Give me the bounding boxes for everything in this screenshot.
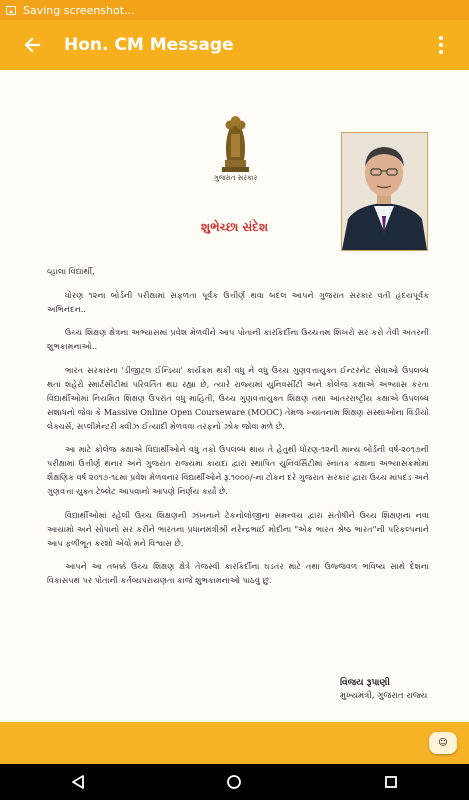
message-paragraph: ભારત સરકારના 'ડીજીટલ ઈન્ડિયા' કાર્યક્રમ થકી વધુ ને વધુ ઉચ્ચ ગુણવત્તાયુક્ત ઈન્ટરનેટ સેવાઓ ઉપલબ્ધ થતાં શહેરો સ્માર્ટસીટીમાં પરિવર્તિત થઇ રહ્યા છે, ત્યારે રાજ્યમાં યુનિવર્સીટી અને કોલેજ કક્ષાએ અભ્યાસ કરતા વિદ્યાર્થીઓમાં નિયમિત શિક્ષણ ઉપરાંત વધુ માહિતી, ઉચ્ચ ગુણવત્તાયુક્ત શિક્ષણ તથા આંતરરાષ્ટ્રીય કક્ષાએ ઉપલબ્ધ સંશાધનો જેવા કે Massive Online Open Courseware (MOOC) તેમજ ખ્યાતનામ શિક્ષણ સંસ્થાઓના વિડીયો લેક્ચર્સ, સપ્લીમેન્ટરી ક્વીઝ ઈત્યાદી મેળવવા તરફનો ઝોક જોવા મળે છે. xyxy=(47,364,429,431)
chat-bubble-icon[interactable]: ☺ xyxy=(429,732,457,754)
signature-title: મુખ્યમંત્રી, ગુજરાત રાજ્ય xyxy=(340,691,428,701)
message-paragraph: ઉચ્ચ શિક્ષણ ક્ષેત્રના અભ્યાસમાં પ્રવેશ મેળવીને આપ પોતાની કારકિર્દીના ઉચ્ચત્તમ શિખરો સર કરો તેવી અંતરની શુભકામનાઓ.. xyxy=(47,327,429,352)
status-notification-text: Saving screenshot... xyxy=(23,3,135,17)
message-heading: શુભેચ્છા સંદેશ xyxy=(200,220,269,234)
signature-name: વિજય રૂપાણી xyxy=(340,678,390,688)
message-paragraph: વિદ્યાર્થીઓમાં રહેલી ઉચ્ચ શિક્ષણની ઝંખનાને ટેકનોલોજીના સમન્વય દ્વારા સંતોષીને ઉચ્ચ શિક્ષણના નવા આયામો અને સોપાનો સર કરીને ભારતના પ્રધાનમંત્રીશ્રી નરેન્દ્રભાઈ મોદીના "એક ભારત શ્રેષ્ઠ ભારત"ની પરિકલ્પનાને આપ ફળીભૂત કરશો એવો મને વિશ્વાસ છે. xyxy=(47,509,429,548)
message-paragraph: આ માટે કોલેજ કક્ષાએ વિદ્યાર્થીઓને વધુ તકો ઉપલબ્ધ થાય તે હેતુથી ધોરણ-૧૨ની માન્ય બોર્ડની વર્ષ-૨૦૧૭ની પરીક્ષામાં ઉત્તીર્ણ થનાર અને ગુજરાત રાજ્યમાં કાયદા દ્વારા સ્થાપિત યુનિવર્સિટીમાં સ્નાતક કક્ષાના અભ્યાસક્રમોમાં શૈક્ષણિક વર્ષ ૨૦૧૭-૧૮માં પ્રવેશ મેળવનાર વિદ્યાર્થીઓને રૂ.૧૦૦૦/-ના ટોકન દરે ગુજરાત સરકાર દ્વારા ઉચ્ચ માપદંડ અને ગુણવત્તા યુક્ત ટેબ્લેટ આપવાનો આપણે નિર્ણય કર્યો છે. xyxy=(47,444,429,497)
screenshot-icon xyxy=(6,6,16,15)
message-paragraph: આપને આ તબક્કે ઉચ્ચ શિક્ષણ ક્ષેત્રે તેજસ્વી કારકિર્દીના ઘડતર માટે તથા ઉજ્જવળ ભવિષ્ય સાથે દેશના વિકાસપથ પર પોતાની કર્તવ્યપરાયણતા કાજે શુભકામનાઓ પાઠવું છું. xyxy=(47,560,429,585)
app-bar xyxy=(0,20,469,70)
greeting-text: વ્હાલા વિદ્યાર્થી, xyxy=(47,266,95,276)
page-title: Hon. CM Message xyxy=(64,35,234,55)
nav-back-icon[interactable] xyxy=(63,767,93,797)
emblem-icon xyxy=(213,110,258,182)
nav-recents-icon[interactable] xyxy=(376,767,406,797)
message-content xyxy=(0,70,469,722)
message-paragraph: ધોરણ ૧૨ના બોર્ડની પરીક્ષામાં સફળતા પૂર્વક ઉત્તીર્ણ થવા બદલ આપને ગુજરાત સરકાર વતી હૃદયપૂર્વક અભિનંદન.. xyxy=(47,290,429,315)
overflow-menu-icon[interactable] xyxy=(429,33,453,57)
message-body xyxy=(47,264,429,596)
footer-stripe xyxy=(0,722,469,764)
arrow-left-icon[interactable] xyxy=(18,31,46,59)
emblem-caption: ગુજરાત સરકાર xyxy=(213,174,258,182)
signature-block xyxy=(340,678,427,701)
status-bar xyxy=(0,0,469,20)
system-navigation-bar xyxy=(0,764,469,800)
nav-home-icon[interactable] xyxy=(219,767,249,797)
